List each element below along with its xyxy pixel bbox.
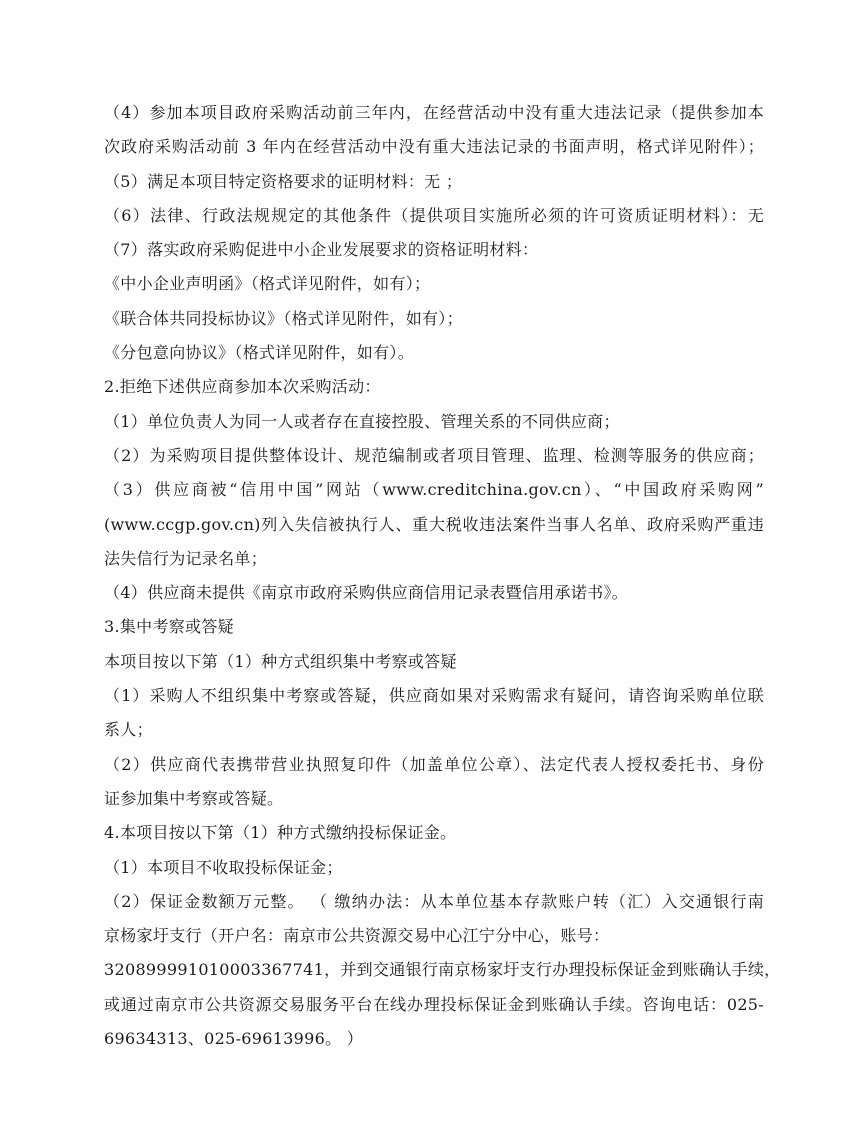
- text-line: （1）单位负责人为同一人或者存在直接控股、管理关系的不同供应商；: [104, 411, 620, 431]
- text-line: 69634313、025-69613996。 ）: [104, 1029, 364, 1049]
- text-line: （7）落实政府采购促进中小企业发展要求的资格证明材料：: [104, 240, 539, 260]
- text-line: 《分包意向协议》（格式详见附件，如有）。: [104, 343, 415, 363]
- text-line: 次政府采购活动前 3 年内在经营活动中没有重大违法记录的书面声明，格式详见附件）；: [104, 137, 764, 157]
- text-line: 京杨家圩支行（开户名：南京市公共资源交易中心江宁分中心，账号：: [104, 926, 610, 946]
- text-line: （3）供应商被“信用中国”网站（www.creditchina.gov.cn）、“中国政府采购网”: [104, 480, 764, 500]
- text-line: 《联合体共同投标协议》（格式详见附件，如有）；: [104, 308, 463, 328]
- text-line: （2）保证金数额万元整。 （ 缴纳办法：从本单位基本存款账户转（汇）入交通银行南: [104, 891, 764, 911]
- text-line: （1）本项目不收取投标保证金；: [104, 857, 343, 877]
- text-line: （4）参加本项目政府采购活动前三年内，在经营活动中没有重大违法记录（提供参加本: [104, 103, 764, 122]
- document-body: [104, 96, 781, 1056]
- text-line: 《中小企业声明函》（格式详见附件，如有）；: [104, 274, 431, 294]
- text-line: （4）供应商未提供《南京市政府采购供应商信用记录表暨信用承诺书》。: [104, 583, 629, 603]
- text-line: 320899991010003367741，并到交通银行南京杨家圩支行办理投标保证金到账确认手续，: [104, 960, 781, 980]
- text-line: 本项目按以下第（1）种方式组织集中考察或答疑: [104, 651, 457, 671]
- text-line: 法失信行为记录名单；: [104, 548, 268, 568]
- text-line: （6）法律、行政法规规定的其他条件（提供项目实施所必须的许可资质证明材料）：无: [104, 205, 764, 225]
- section-heading: 3.集中考察或答疑: [104, 617, 234, 637]
- section-heading: 2.拒绝下述供应商参加本次采购活动：: [104, 377, 381, 397]
- text-line: 或通过南京市公共资源交易服务平台在线办理投标保证金到账确认手续。咨询电话：025-: [104, 994, 764, 1014]
- text-line: （5）满足本项目特定资格要求的证明材料：无 ；: [104, 171, 463, 191]
- text-line: (www.ccgp.gov.cn)列入失信被执行人、重大税收违法案件当事人名单、政府采购严重违: [104, 514, 764, 534]
- text-line: （2）供应商代表携带营业执照复印件（加盖单位公章）、法定代表人授权委托书、身份: [104, 754, 764, 774]
- section-heading: 4.本项目按以下第（1）种方式缴纳投标保证金。: [104, 823, 457, 843]
- text-line: （2）为采购项目提供整体设计、规范编制或者项目管理、监理、检测等服务的供应商；: [104, 445, 764, 465]
- text-line: （1）采购人不组织集中考察或答疑，供应商如果对采购需求有疑问，请咨询采购单位联: [104, 686, 764, 706]
- text-line: 系人；: [104, 720, 153, 740]
- text-line: 证参加集中考察或答疑。: [104, 788, 284, 808]
